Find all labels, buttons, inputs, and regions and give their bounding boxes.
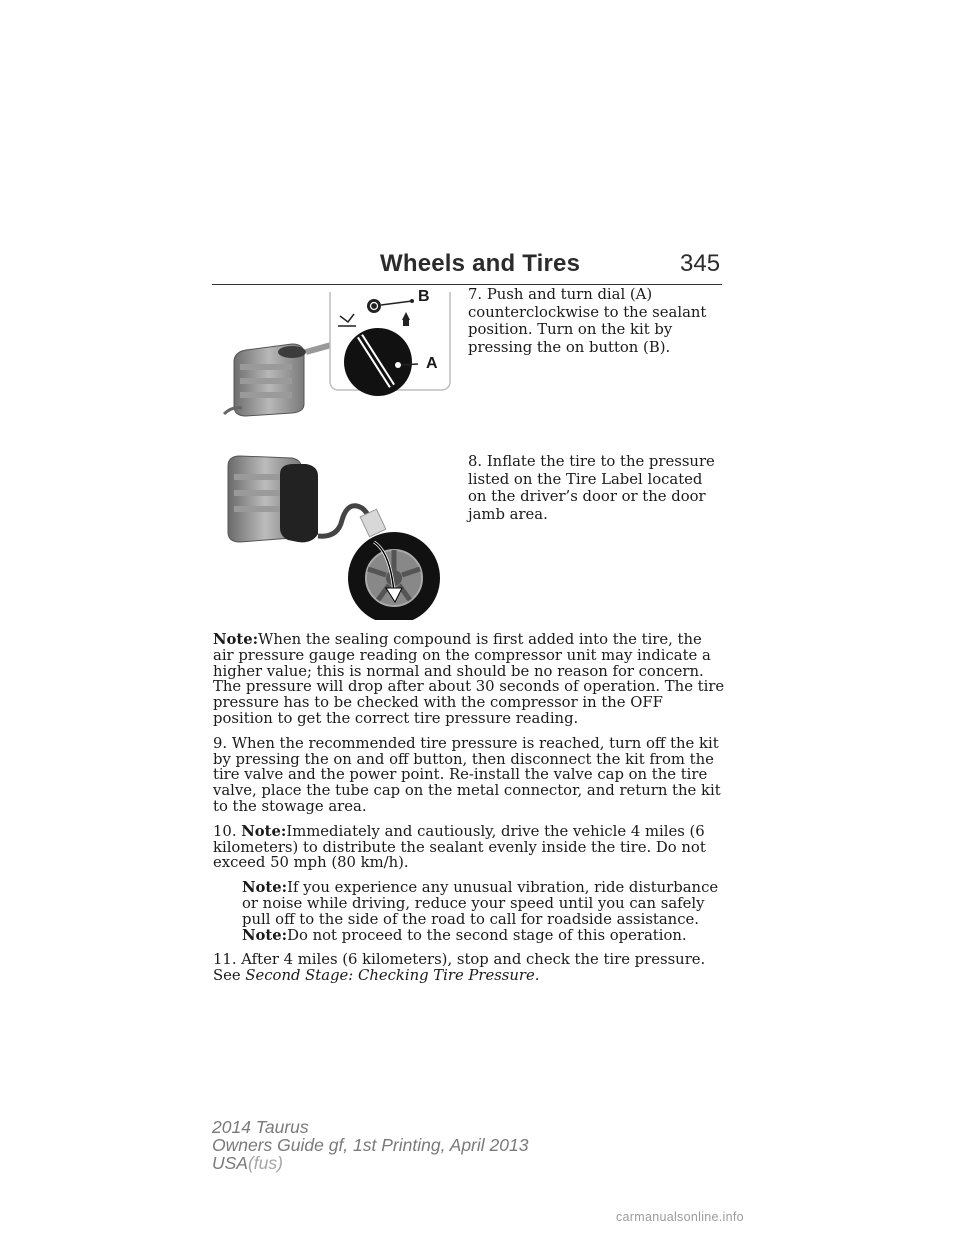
footer-market-code: (fus): [247, 1153, 283, 1173]
step-10-note-label: Note:: [241, 822, 287, 840]
header-divider: [212, 284, 722, 285]
step-7-text: 7. Push and turn dial (A) counterclockwise to the sealant position. Turn on the kit by pressing the on button (B).: [468, 286, 707, 356]
step-11-paragraph: [213, 952, 725, 984]
indented-note-paragraph: [242, 880, 725, 943]
footer-edition: Owners Guide gf, 1st Printing, April 2013: [212, 1135, 529, 1155]
section-title: Wheels and Tires: [380, 250, 581, 277]
label-a: A: [426, 355, 438, 372]
note-text: Do not proceed to the second stage of this operation.: [287, 926, 687, 944]
step-8-text: 8. Inflate the tire to the pressure listed on the Tire Label located on the driver’s door or the door jamb area.: [468, 453, 715, 523]
body-text: [213, 632, 725, 993]
step-10-paragraph: [213, 824, 725, 871]
step-10-text: Immediately and cautiously, drive the vehicle 4 miles (6 kilometers) to distribute the sealant evenly inside the tire. Do not exceed 50 mph (80 km/h).: [213, 822, 706, 872]
note-label: Note:: [213, 631, 259, 648]
inflate-figure: [222, 452, 454, 620]
footer-model: 2014 Taurus: [212, 1117, 309, 1137]
tire-illustration: [348, 532, 440, 620]
note-label: Note:: [242, 879, 288, 897]
step-11-text: 11. After 4 miles (6 kilometers), stop and check the tire pressure. See: [213, 951, 706, 985]
step-9-text: 9. When the recommended tire pressure is reached, turn off the kit by pressing the on and off button, then disconnect the kit from the tire valve and the power point. Re-install the valve cap on the tire valve, place the tube cap on the metal connector, and return the kit to the stowage area.: [213, 734, 721, 815]
cross-reference-link[interactable]: Second Stage: Checking Tire Pressure.: [245, 967, 540, 985]
note-text: When the sealing compound is first added into the tire, the air pressure gauge reading on the compressor unit may indicate a higher value; this is normal and should be no reason for concern. The pressure will drop after about 30 seconds of operation. The tire pressure has to be checked with the compressor in the OFF position to get the correct tire pressure reading.: [213, 631, 725, 727]
note-paragraph: [213, 632, 725, 727]
footer: [212, 1118, 528, 1172]
watermark: carmanualsonline.info: [616, 1210, 744, 1224]
hose-illustration: [318, 506, 386, 537]
dial-figure: [222, 292, 454, 420]
footer-market: USA(fus): [212, 1153, 283, 1173]
compressor-unit-illustration: [228, 456, 318, 542]
compressor-unit-illustration: [224, 342, 342, 416]
page-number: 345: [680, 250, 721, 277]
note-label: Note:: [242, 926, 288, 944]
note-text: If you experience any unusual vibration, ride disturbance or noise while driving, reduce your speed until you can safely pull off to the side of the road to call for roadside assistance.: [242, 879, 719, 928]
step-10-number: 10.: [213, 822, 237, 840]
label-b: B: [418, 288, 430, 305]
